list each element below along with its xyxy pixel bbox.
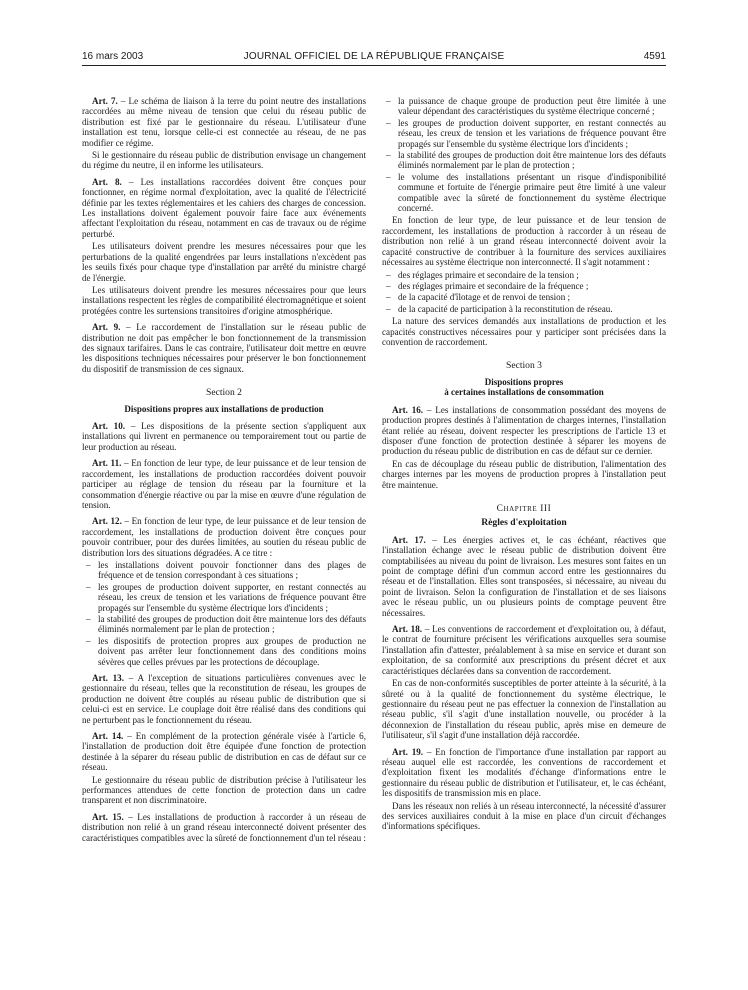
list-item: – les groupes de production doivent supporter, en restant connectés au réseau, les creux de tension et les variations de fréquence pouvant être propagés sur l'ensemble du système électrique lors d'incidents ; <box>398 118 666 149</box>
article-19 <box>382 747 666 799</box>
list-item: – les groupes de production doivent supporter, en restant connectés au réseau, les creux de tension et les variations de fréquence pouvant être propagés sur l'ensemble du système électrique lors d'incidents ; <box>98 582 366 613</box>
section-subheading: Dispositions propres aux installations de production <box>124 403 324 414</box>
section-subheading <box>382 377 666 398</box>
article-text: – Les installations raccordées doivent être conçues pour fonctionner, en régime normal d'exploitation, avec la qualité de l'électricité définie par les textes réglementaires et les cahiers des charges de concession. Les installations doivent également pouvoir faire face aux événements affectant l'exploitation du réseau, notamment en cas de travaux ou de régime perturbé. <box>82 176 366 239</box>
article-label: Art. 8. <box>92 176 122 187</box>
article-text: – En fonction de leur type, de leur puissance et de leur tension de raccordement, les installations de production doivent être conçues pour pouvoir contribuer, pour des durées limitées, au soutien du réseau public de distribution lors des situations dégradées. A ce titre : <box>82 516 366 558</box>
chapter-heading: Chapitre III <box>496 504 552 514</box>
list-item: – la puissance de chaque groupe de production peut être limitée à une valeur dépendant des caractéristiques du système électrique concerné ; <box>398 96 666 117</box>
paragraph: Si le gestionnaire du réseau public de distribution envisage un changement du régime du neutre, il en informe les utilisateurs. <box>82 150 366 171</box>
article-text: – En complément de la protection générale visée à l'article 6, l'installation de production doit être équipée d'une fonction de protection destinée à la séparer du réseau public de distribution en cas de défaut sur ce réseau. <box>82 731 366 773</box>
article-text: – Les installations de consommation possédant des moyens de production propres destinés à l'alimentation de charges internes, l'installation étant reliée au réseau, doivent respecter les prescriptions de l'article 13 et disposer d'une fonction de protection destinée à séparer les moyens de production du réseau public de distribution en cas de défaut sur ce dernier. <box>382 404 667 457</box>
paragraph: Les utilisateurs doivent prendre les mesures nécessaires pour que leurs installations respectent les règles de compatibilité électromagnétique et soient protégées contre les surtensions transitoires d'origine atmosphérique. <box>82 284 366 316</box>
paragraph: Le gestionnaire du réseau public de distribution précise à l'utilisateur les performances attendues de cette fonction de protection dans un cadre transparent et non discriminatoire. <box>82 774 366 806</box>
list-item: – le volume des installations présentant un risque d'indisponibilité commune et fortuite de l'énergie primaire peut être limité à une valeur compatible avec la sûreté de fonctionnement du système électrique concerné. <box>398 172 666 214</box>
paragraph: En cas de découplage du réseau public de distribution, l'alimentation des charges internes par les moyens de production propres à l'installation peut être maintenue. <box>382 458 666 490</box>
list-item: – la stabilité des groupes de production doit être maintenue lors des défauts éliminés normalement par le plan de protection ; <box>398 150 666 171</box>
article-14 <box>82 731 366 773</box>
article-15-list <box>382 96 666 213</box>
article-text: – Les dispositions de la présente section s'appliquent aux installations qui livrent en permanence ou temporairement tout ou partie de leur production au réseau. <box>82 421 366 452</box>
article-12 <box>82 516 366 558</box>
article-text: – Les installations de production à raccorder à un réseau de distribution non relié à un grand réseau interconnecté doivent présenter des caractéristiques compatibles avec la sûreté de fonctionnement d'un tel réseau : <box>82 811 366 843</box>
section-subheading-line: Dispositions propres <box>484 376 564 387</box>
article-text: – En fonction de leur type, de leur puissance et de leur tension de raccordement, les installations de production raccordées doivent pouvoir participer au réglage de tension du réseau par la fourniture et la consommation d'énergie réactive ou par la mise en œuvre d'une régulation de tension. <box>82 458 366 510</box>
article-18 <box>382 624 666 676</box>
right-column <box>382 96 666 834</box>
paragraph: En cas de non-conformités susceptibles de porter atteinte à la sécurité, à la sûreté ou à la qualité de fonctionnement du système électrique, le gestionnaire du réseau peut ne pas effectuer la connexion de l'installation au réseau public, s'il s'agit d'une installation nouvelle, ou procéder à la déconnexion de l'installation du réseau public, après mise en demeure de l'utilisateur, s'il s'agit d'une installation déjà raccordée. <box>382 678 666 741</box>
list-item: – la stabilité des groupes de production doit être maintenue lors des défauts éliminés normalement par le plan de protection ; <box>98 614 366 635</box>
paragraph: La nature des services demandés aux installations de production et les capacités constructives nécessaires pour y participer sont précisées dans la convention de raccordement. <box>382 316 666 347</box>
list-item: – de la capacité de participation à la reconstitution de réseau. <box>398 304 666 314</box>
header-rule <box>82 65 666 66</box>
article-label: Art. 11. <box>92 458 122 469</box>
list-item: – des réglages primaire et secondaire de la tension ; <box>398 270 666 280</box>
article-13 <box>82 673 366 725</box>
left-column <box>82 96 366 845</box>
article-label: Art. 19. <box>392 746 424 757</box>
article-text: – Le raccordement de l'installation sur le réseau public de distribution ne doit pas empêcher le bon fonctionnement de la transmission des signaux tarifaires. Dans le cas contraire, l'utilisateur doit mettre en œuvre les dispositions techniques nécessaires pour préserver le bon fonctionnement du dispositif de transmission de ces signaux. <box>82 322 366 374</box>
article-text: – Le schéma de liaison à la terre du point neutre des installations raccordées au même niveau de tension que celui du réseau public de distribution est fixé par le gestionnaire du réseau. L'utilisateur d'une installation est tenu, lorsque celle-ci est connectée au réseau, de ne pas modifier ce régime. <box>82 96 366 148</box>
article-label: Art. 12. <box>92 516 122 527</box>
header-page-number: 4591 <box>643 51 666 62</box>
services-list <box>382 270 666 315</box>
page-header <box>82 51 666 65</box>
chapter-subheading: Règles d'exploitation <box>481 517 567 529</box>
article-text: – En fonction de l'importance d'une installation par rapport au réseau auquel elle est raccordée, les conventions de raccordement et d'exploitation fixent les modalités d'échange d'informations entre le gestionnaire du réseau public de distribution et l'utilisateur, et, le cas échéant, les dispositifs de transmission mis en place. <box>382 746 666 799</box>
section-heading: Section 3 <box>506 360 542 372</box>
article-15 <box>82 812 366 843</box>
article-11 <box>82 458 366 510</box>
paragraph: Les utilisateurs doivent prendre les mesures nécessaires pour que les perturbations de la qualité engendrées par leurs installations n'excèdent pas les seuils fixés pour chaque type d'installation par arrêté du ministre chargé de l'énergie. <box>82 241 366 283</box>
article-12-list <box>82 560 366 667</box>
article-label: Art. 9. <box>92 322 121 333</box>
article-8 <box>82 177 366 239</box>
article-17 <box>382 535 666 618</box>
article-text: – A l'exception de situations particulières convenues avec le gestionnaire du réseau, telles que la reconstitution de réseau, les groupes de production ne doivent être couplés au réseau public de distribution que si celui-ci est en service. Le couplage doit être réalisé dans des conditions qui ne perturbent pas le fonctionnement du réseau. <box>82 673 366 725</box>
section-subheading-line: à certaines installations de consommation <box>444 387 604 398</box>
article-label: Art. 14. <box>92 731 124 742</box>
list-item: – des réglages primaire et secondaire de la fréquence ; <box>398 281 666 291</box>
paragraph: Dans les réseaux non reliés à un réseau interconnecté, la nécessité d'assurer des services auxiliaires conduit à la mise en place d'un circuit d'échanges d'informations spécifiques. <box>382 800 666 832</box>
list-item: – les installations doivent pouvoir fonctionner dans des plages de fréquence et de tension correspondant à ces situations ; <box>98 560 366 581</box>
article-10 <box>82 421 366 452</box>
article-label: Art. 18. <box>392 624 423 635</box>
article-7 <box>82 96 366 148</box>
article-label: Art. 15. <box>92 811 124 822</box>
section-heading: Section 2 <box>206 387 242 399</box>
article-label: Art. 13. <box>92 673 124 683</box>
header-title: JOURNAL OFFICIEL DE LA RÉPUBLIQUE FRANÇAISE <box>243 51 505 62</box>
article-label: Art. 16. <box>392 404 424 415</box>
article-label: Art. 17. <box>392 534 426 545</box>
article-label: Art. 10. <box>92 421 126 432</box>
article-text: – Les conventions de raccordement et d'exploitation ou, à défaut, le contrat de fourniture précisent les vérifications auxquelles sera soumise l'installation afin d'attester, préalablement à sa mise en service et durant son exploitation, de sa conformité aux prescriptions du présent décret et aux caractéristiques déclarées dans sa convention de raccordement. <box>382 624 666 676</box>
article-text: – Les énergies actives et, le cas échéant, réactives que l'installation échange avec le réseau public de distribution doivent être comptabilisées au niveau du point de livraison. Les mesures sont faites en un point de comptage défini d'un commun accord entre les gestionnaires du réseau et de l'installation. Elles sont transposées, si nécessaire, au niveau du point de livraison. Selon la configuration de l'installation et de ses liaisons avec le réseau public, un ou plusieurs points de comptage peuvent être nécessaires. <box>382 534 666 618</box>
article-16 <box>382 405 666 457</box>
header-date: 16 mars 2003 <box>82 51 144 62</box>
list-item: – les dispositifs de protection propres aux groupes de production ne doivent pas arrêter leur fonctionnement dans des conditions moins sévères que celles prévues par les protections de découplage. <box>98 636 366 667</box>
paragraph: En fonction de leur type, de leur puissance et de leur tension de raccordement, les installations de production à raccorder à un réseau de distribution non relié à un grand réseau interconnecté doivent avoir la capacité constructive de contribuer à la fourniture des services auxiliaires nécessaires au système électrique non interconnecté. Il s'agit notamment : <box>382 215 666 268</box>
article-9 <box>82 322 366 374</box>
list-item: – de la capacité d'îlotage et de renvoi de tension ; <box>398 292 666 302</box>
article-label: Art. 7. <box>92 96 118 106</box>
